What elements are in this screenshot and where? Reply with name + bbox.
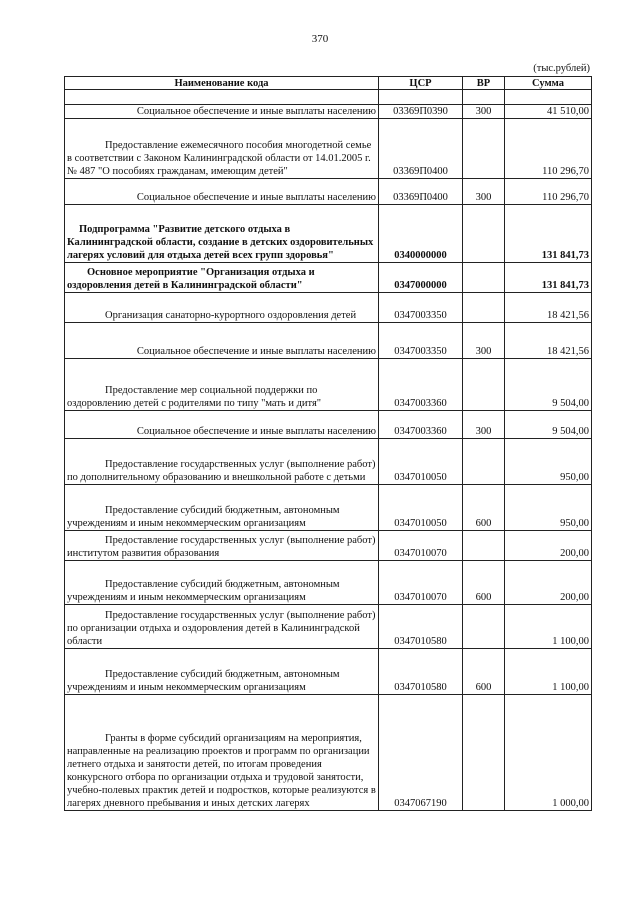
cell-name: Гранты в форме субсидий организациям на мероприятия, направленные на реализацию проектов и программ по организации летнего отдыха и занятости детей, по итогам проведения конкурсного отбора по организации отдыха и трудовой занятости, учебно-полевых практик детей и подростков, которые реализуются в лагерях дневного пребывания и иных детских лагерях (65, 695, 379, 811)
table-row (65, 485, 592, 531)
cell-csr: 0347003360 (379, 411, 463, 439)
cell-sum: 950,00 (505, 485, 592, 531)
table-header-row (65, 77, 592, 90)
header-csr: ЦСР (379, 77, 463, 90)
cell-name: Организация санаторно-курортного оздоровления детей (65, 293, 379, 323)
table-row (65, 439, 592, 485)
table-row (65, 531, 592, 561)
cell-sum: 1 000,00 (505, 695, 592, 811)
header-vr: ВР (463, 77, 505, 90)
cell-sum: 200,00 (505, 531, 592, 561)
cell-csr: 03369П0400 (379, 179, 463, 205)
cell-vr: 300 (463, 323, 505, 359)
table-row (65, 293, 592, 323)
table-row (65, 359, 592, 411)
cell-name: Предоставление ежемесячного пособия многодетной семье в соответствии с Законом Калининградской области от 14.01.2005 г. № 487 "О пособиях гражданам, имеющим детей" (65, 119, 379, 179)
cell-vr: 600 (463, 485, 505, 531)
cell-vr (463, 439, 505, 485)
cell-vr (463, 531, 505, 561)
cell-sum: 18 421,56 (505, 293, 592, 323)
cell-csr: 0347010070 (379, 531, 463, 561)
cell-sum: 1 100,00 (505, 649, 592, 695)
cell-csr: 0347003360 (379, 359, 463, 411)
cell-vr: 300 (463, 105, 505, 119)
cell-vr (463, 695, 505, 811)
header-sum: Сумма (505, 77, 592, 90)
cell-csr: 0340000000 (379, 205, 463, 263)
spacer-row (65, 90, 592, 105)
cell-csr: 0347000000 (379, 263, 463, 293)
cell-vr (463, 293, 505, 323)
cell-name: Предоставление субсидий бюджетным, автономным учреждениям и иным некоммерческим организациям (65, 649, 379, 695)
units-label: (тыс.рублей) (533, 63, 590, 74)
cell-vr (463, 359, 505, 411)
table-row (65, 695, 592, 811)
cell-name: Предоставление субсидий бюджетным, автономным учреждениям и иным некоммерческим организациям (65, 485, 379, 531)
cell-name: Предоставление государственных услуг (выполнение работ) институтом развития образования (65, 531, 379, 561)
cell-vr: 600 (463, 649, 505, 695)
cell-csr: 0347003350 (379, 323, 463, 359)
cell-name: Предоставление государственных услуг (выполнение работ) по дополнительному образованию и внешкольной работе с детьми (65, 439, 379, 485)
table-row (65, 263, 592, 293)
cell-csr: 0347010050 (379, 485, 463, 531)
cell-sum: 131 841,73 (505, 263, 592, 293)
cell-csr: 0347067190 (379, 695, 463, 811)
cell-sum: 1 100,00 (505, 605, 592, 649)
budget-table (64, 76, 592, 811)
cell-sum: 131 841,73 (505, 205, 592, 263)
cell-sum: 950,00 (505, 439, 592, 485)
cell-vr (463, 605, 505, 649)
cell-vr (463, 119, 505, 179)
table-row (65, 205, 592, 263)
cell-name: Подпрограмма "Развитие детского отдыха в Калининградской области, создание в детских оздоровительных лагерях условий для отдыха детей всех групп здоровья" (65, 205, 379, 263)
cell-vr (463, 205, 505, 263)
header-name: Наименование кода (65, 77, 379, 90)
cell-name: Предоставление государственных услуг (выполнение работ) по организации отдыха и оздоровления детей в Калининградской области (65, 605, 379, 649)
cell-name: Социальное обеспечение и иные выплаты населению (65, 179, 379, 205)
cell-vr (463, 263, 505, 293)
cell-name: Основное мероприятие "Организация отдыха и оздоровления детей в Калининградской области" (65, 263, 379, 293)
cell-csr: 0347010580 (379, 649, 463, 695)
cell-sum: 110 296,70 (505, 119, 592, 179)
cell-vr: 300 (463, 179, 505, 205)
cell-csr: 03369П0400 (379, 119, 463, 179)
cell-csr: 0347010070 (379, 561, 463, 605)
cell-sum: 18 421,56 (505, 323, 592, 359)
cell-csr: 03369П0390 (379, 105, 463, 119)
cell-sum: 9 504,00 (505, 359, 592, 411)
table-row (65, 605, 592, 649)
cell-name: Социальное обеспечение и иные выплаты населению (65, 105, 379, 119)
page-number: 370 (311, 33, 329, 45)
table-row (65, 411, 592, 439)
table-row (65, 119, 592, 179)
cell-name: Социальное обеспечение и иные выплаты населению (65, 411, 379, 439)
cell-sum: 9 504,00 (505, 411, 592, 439)
table-row (65, 179, 592, 205)
cell-name: Предоставление мер социальной поддержки по оздоровлению детей с родителями по типу "мать и дитя" (65, 359, 379, 411)
cell-sum: 41 510,00 (505, 105, 592, 119)
cell-csr: 0347010050 (379, 439, 463, 485)
cell-vr: 600 (463, 561, 505, 605)
table-row (65, 649, 592, 695)
table-row (65, 323, 592, 359)
cell-csr: 0347010580 (379, 605, 463, 649)
cell-vr: 300 (463, 411, 505, 439)
cell-name: Социальное обеспечение и иные выплаты населению (65, 323, 379, 359)
cell-sum: 200,00 (505, 561, 592, 605)
cell-csr: 0347003350 (379, 293, 463, 323)
table-row (65, 561, 592, 605)
cell-name: Предоставление субсидий бюджетным, автономным учреждениям и иным некоммерческим организациям (65, 561, 379, 605)
cell-sum: 110 296,70 (505, 179, 592, 205)
table-row (65, 105, 592, 119)
